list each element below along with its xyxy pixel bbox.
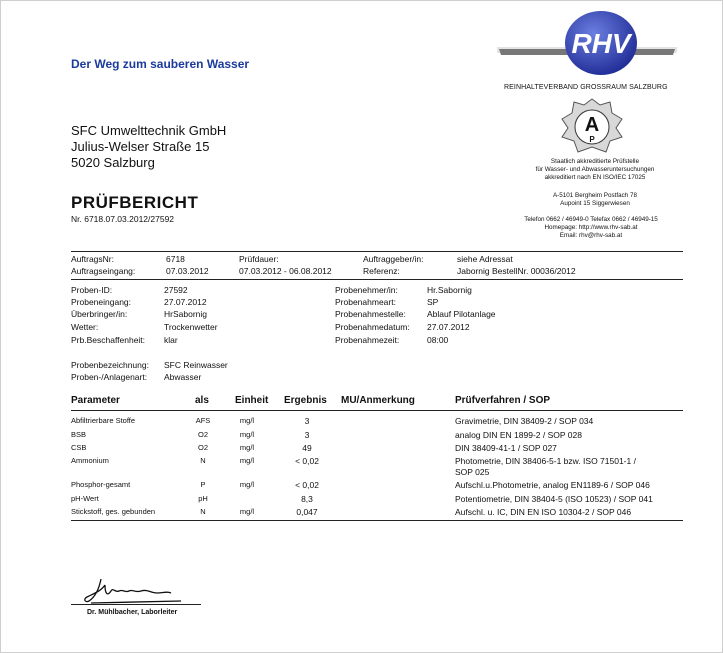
col-header-mu: MU/Anmerkung bbox=[341, 395, 415, 406]
order-receipt-label: Auftragseingang: bbox=[71, 266, 136, 276]
svg-text:A: A bbox=[584, 114, 600, 136]
cell-parameter: Ammonium bbox=[71, 456, 109, 465]
svg-text:P: P bbox=[589, 135, 595, 144]
sample-type-label: Proben-/Anlagenart: bbox=[71, 372, 148, 382]
report-number: Nr. 6718.07.03.2012/27592 bbox=[71, 214, 175, 224]
cell-parameter: CSB bbox=[71, 443, 87, 452]
sample-value: 27.07.2012 bbox=[164, 297, 207, 307]
sample-value: SP bbox=[427, 297, 439, 307]
sample-label: Probenehmer/in: bbox=[335, 285, 398, 295]
recipient-city: 5020 Salzburg bbox=[71, 155, 155, 170]
cell-parameter: pH-Wert bbox=[71, 494, 99, 503]
cell-als: AFS bbox=[195, 416, 211, 425]
col-header-als: als bbox=[195, 395, 209, 406]
client-value: siehe Adressat bbox=[457, 254, 513, 264]
sample-value: HrSabornig bbox=[164, 309, 207, 319]
cell-method: Photometrie, DIN 38406-5-1 bzw. ISO 71501-1 / bbox=[455, 456, 636, 466]
divider bbox=[71, 279, 683, 280]
order-number-label: AuftragsNr: bbox=[71, 254, 114, 264]
col-header-method: Prüfverfahren / SOP bbox=[455, 395, 551, 406]
sample-type: Abwasser bbox=[164, 372, 202, 382]
cell-als: O2 bbox=[197, 443, 208, 452]
client-label: Auftraggeber/in: bbox=[363, 254, 424, 264]
signature-label: Dr. Mühlbacher, Laborleiter bbox=[87, 609, 178, 616]
cell-ergebnis: 3 bbox=[304, 430, 310, 440]
sample-label: Probenahmeart: bbox=[335, 297, 396, 307]
lab-address: A-5101 Bergheim Postfach 78 Aupoint 15 Siggerwiesen bbox=[552, 192, 637, 207]
cell-als: N bbox=[200, 456, 206, 465]
accreditation-seal-icon bbox=[560, 97, 624, 155]
test-duration: 07.03.2012 - 06.08.2012 bbox=[239, 266, 332, 276]
divider bbox=[71, 251, 683, 252]
sample-label: Prb.Beschaffenheit: bbox=[71, 335, 146, 345]
col-header-result: Ergebnis bbox=[284, 395, 327, 406]
sample-label: Probenahmezeit: bbox=[335, 335, 400, 345]
recipient-name: SFC Umwelttechnik GmbH bbox=[71, 123, 227, 138]
tagline: Der Weg zum sauberen Wasser bbox=[71, 57, 250, 71]
signature-icon bbox=[71, 571, 211, 605]
reference-label: Referenz: bbox=[363, 266, 400, 276]
org-name: REINHALTEVERBAND GROSSRAUM SALZBURG bbox=[504, 84, 668, 91]
sample-value: klar bbox=[164, 335, 178, 345]
rhv-logo bbox=[497, 9, 677, 83]
sample-label: Probenahmestelle: bbox=[335, 309, 406, 319]
col-header-unit: Einheit bbox=[235, 395, 269, 406]
sample-value: 27592 bbox=[164, 285, 188, 295]
cell-ergebnis: < 0,02 bbox=[295, 480, 319, 490]
accreditation-text: Staatlich akkreditierte Prüfstelle für Wasser- und Abwasseruntersuchungen akkreditiert nach EN ISO/IEC 17025 bbox=[535, 158, 655, 181]
order-receipt-date: 07.03.2012 bbox=[166, 266, 209, 276]
cell-method: Gravimetrie, DIN 38409-2 / SOP 034 bbox=[455, 416, 594, 426]
sample-label: Überbringer/in: bbox=[71, 309, 128, 319]
cell-als: pH bbox=[198, 494, 208, 503]
divider bbox=[71, 520, 683, 521]
cell-parameter: Stickstoff, ges. gebunden bbox=[71, 507, 156, 516]
cell-ergebnis: < 0,02 bbox=[295, 456, 319, 466]
cell-einheit: mg/l bbox=[239, 456, 255, 465]
cell-ergebnis: 8,3 bbox=[301, 494, 313, 504]
reference-value: Jabornig BestellNr. 00036/2012 bbox=[457, 266, 576, 276]
cell-als: P bbox=[200, 480, 206, 489]
cell-parameter: Phosphor-gesamt bbox=[71, 480, 131, 489]
sample-value: Ablauf Pilotanlage bbox=[427, 309, 496, 319]
recipient-street: Julius-Welser Straße 15 bbox=[71, 139, 210, 154]
cell-einheit: mg/l bbox=[239, 507, 255, 516]
report-title: PRÜFBERICHT bbox=[71, 193, 199, 212]
cell-parameter: Abfiltrierbare Stoffe bbox=[71, 416, 136, 425]
cell-method: Aufschl. u. IC, DIN EN ISO 10304-2 / SOP 046 bbox=[455, 507, 632, 517]
cell-einheit: mg/l bbox=[239, 480, 255, 489]
sample-label: Wetter: bbox=[71, 322, 99, 332]
signature-line bbox=[71, 604, 201, 605]
sample-label: Probenahmedatum: bbox=[335, 322, 410, 332]
cell-ergebnis: 3 bbox=[304, 416, 310, 426]
sample-designation: SFC Reinwasser bbox=[164, 360, 228, 370]
cell-ergebnis: 0,047 bbox=[296, 507, 318, 517]
cell-parameter: BSB bbox=[71, 430, 87, 439]
sample-value: Trockenwetter bbox=[164, 322, 218, 332]
cell-method: Aufschl.u.Photometrie, analog EN1189-6 / SOP 046 bbox=[455, 480, 650, 490]
order-number: 6718 bbox=[166, 254, 185, 264]
cell-einheit: mg/l bbox=[239, 430, 255, 439]
cell-einheit: mg/l bbox=[239, 443, 255, 452]
cell-method: analog DIN EN 1899-2 / SOP 028 bbox=[455, 430, 582, 440]
sample-value: Hr.Sabornig bbox=[427, 285, 472, 295]
cell-als: N bbox=[200, 507, 206, 516]
logo-text: RHV bbox=[571, 28, 631, 59]
cell-als: O2 bbox=[197, 430, 208, 439]
sample-label: Probeneingang: bbox=[71, 297, 132, 307]
col-header-parameter: Parameter bbox=[71, 395, 120, 406]
cell-einheit: mg/l bbox=[239, 416, 255, 425]
sample-value: 08:00 bbox=[427, 335, 449, 345]
cell-method: DIN 38409-41-1 / SOP 027 bbox=[455, 443, 557, 453]
sample-value: 27.07.2012 bbox=[427, 322, 470, 332]
cell-method: Potentiometrie, DIN 38404-5 (ISO 10523) / SOP 041 bbox=[455, 494, 653, 504]
cell-method: SOP 025 bbox=[455, 467, 490, 477]
sample-label: Proben-ID: bbox=[71, 285, 113, 295]
divider bbox=[71, 410, 683, 411]
cell-ergebnis: 49 bbox=[302, 443, 312, 453]
lab-contact: Telefon 0662 / 46949-0 Telefax 0662 / 46949-15 Homepage: http://www.rhv-sab.at Email: rhv@rhv-sab.at bbox=[524, 216, 658, 239]
sample-designation-label: Probenbezeichnung: bbox=[71, 360, 149, 370]
test-duration-label: Prüfdauer: bbox=[239, 254, 279, 264]
